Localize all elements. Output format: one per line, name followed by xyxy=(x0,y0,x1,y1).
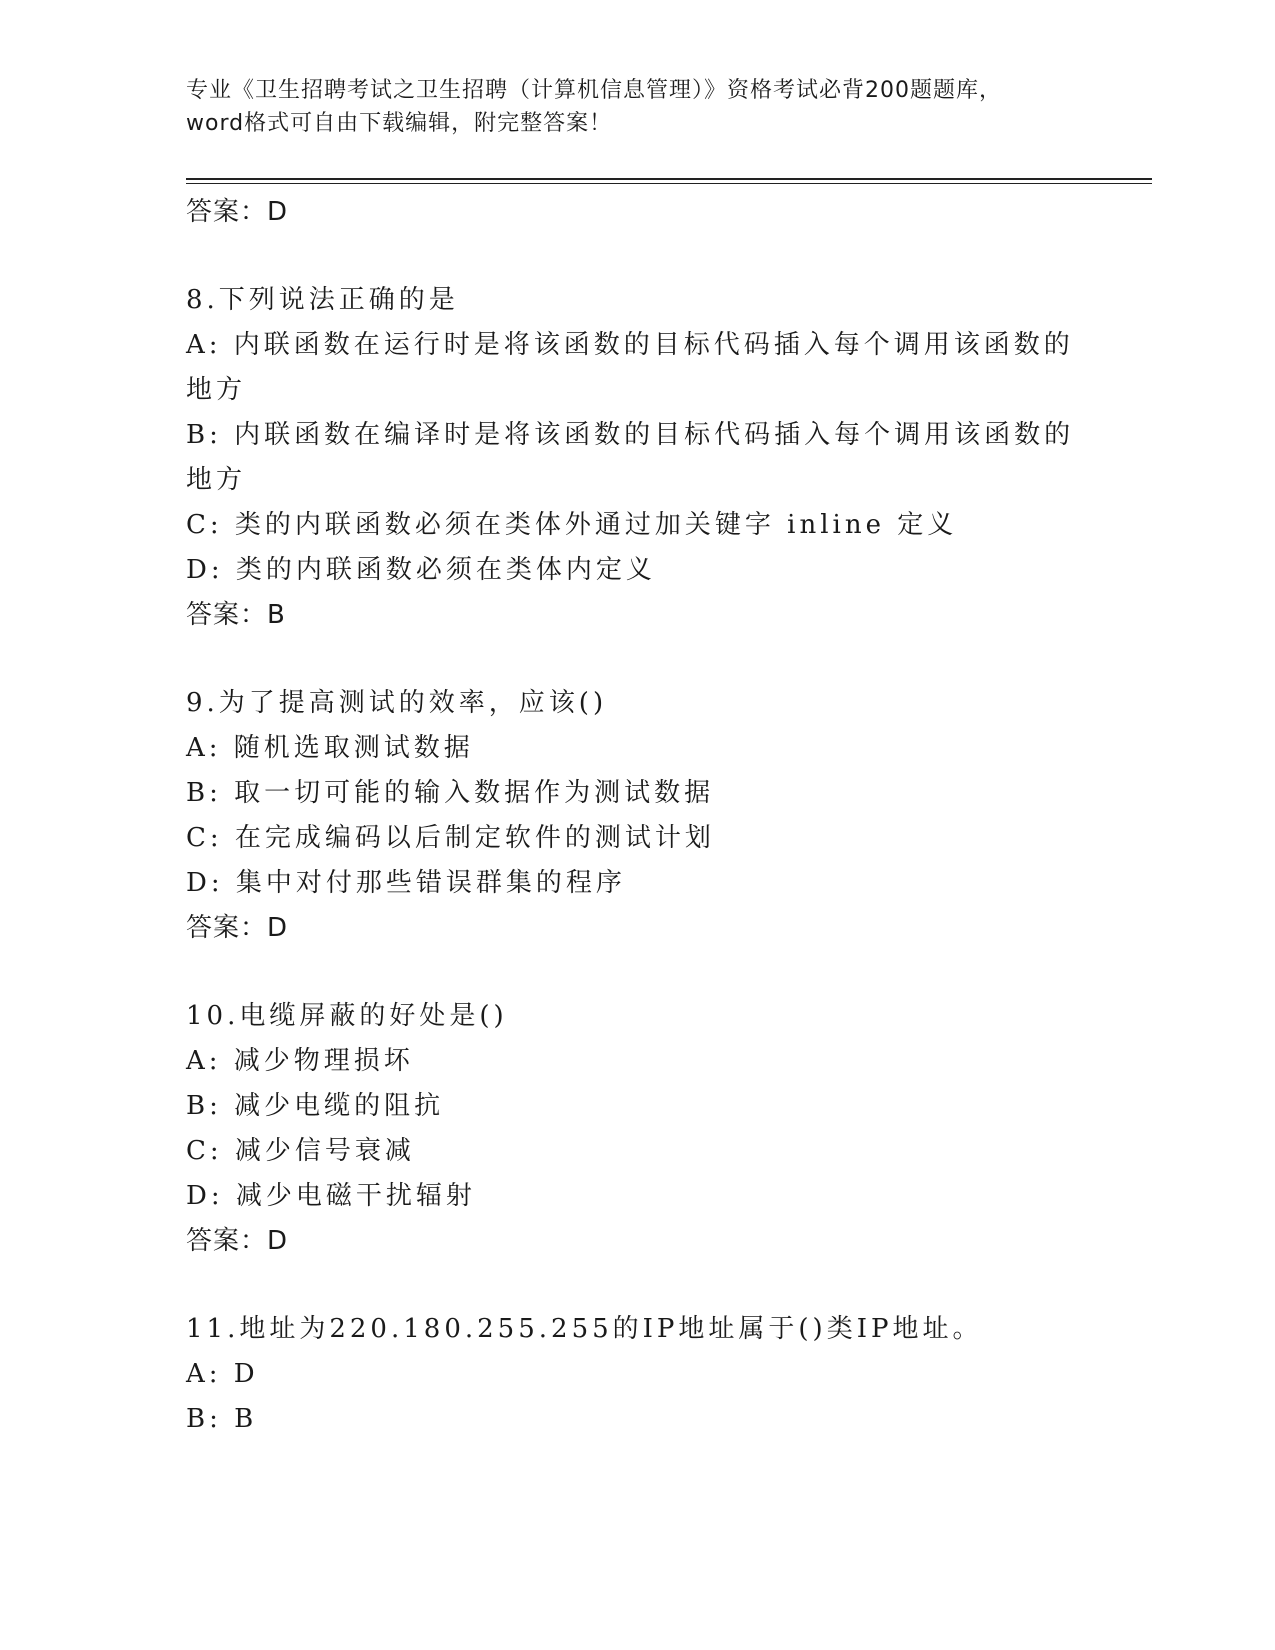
option-a: A: 随机选取测试数据 xyxy=(186,733,474,763)
question-stem: 11.地址为220.180.255.255的IP地址属于()类IP地址。 xyxy=(186,1314,983,1344)
option-b: B: 取一切可能的输入数据作为测试数据 xyxy=(186,778,715,808)
option-a: A: D xyxy=(186,1359,259,1389)
option-list xyxy=(186,1352,1086,1442)
option-list xyxy=(186,726,1086,906)
header-divider-thick xyxy=(186,178,1152,180)
option-c: C: 减少信号衰减 xyxy=(186,1136,415,1166)
question-11 xyxy=(186,1307,1086,1442)
answer-line: 答案：D xyxy=(186,1226,289,1256)
option-d: D: 减少电磁干扰辐射 xyxy=(186,1181,476,1211)
document-header xyxy=(186,74,1086,140)
previous-answer: 答案：D xyxy=(186,197,289,227)
option-b: B: B xyxy=(186,1404,258,1434)
option-c: C: 在完成编码以后制定软件的测试计划 xyxy=(186,823,715,853)
option-a: A: 内联函数在运行时是将该函数的目标代码插入每个调用该函数的地方 xyxy=(186,330,1074,405)
question-stem: 9.为了提高测试的效率，应该() xyxy=(186,688,608,718)
option-b: B: 内联函数在编译时是将该函数的目标代码插入每个调用该函数的地方 xyxy=(186,420,1075,495)
question-10 xyxy=(186,994,1086,1263)
header-divider-thin xyxy=(186,183,1152,184)
question-8 xyxy=(186,278,1086,637)
option-d: D: 集中对付那些错误群集的程序 xyxy=(186,868,626,898)
document-body xyxy=(186,190,1086,1442)
question-stem: 10.电缆屏蔽的好处是() xyxy=(186,1001,508,1031)
option-list xyxy=(186,323,1086,593)
answer-line: 答案：B xyxy=(186,600,286,630)
option-list xyxy=(186,1039,1086,1219)
answer-line: 答案：D xyxy=(186,913,289,943)
option-d: D: 类的内联函数必须在类体内定义 xyxy=(186,555,656,585)
header-line-1: 专业《卫生招聘考试之卫生招聘（计算机信息管理）》资格考试必背200题题库， xyxy=(186,78,1002,103)
option-b: B: 减少电缆的阻抗 xyxy=(186,1091,445,1121)
option-c: C: 类的内联函数必须在类体外通过加关键字 inline 定义 xyxy=(186,510,958,540)
question-stem: 8.下列说法正确的是 xyxy=(186,285,459,315)
option-a: A: 减少物理损坏 xyxy=(186,1046,414,1076)
header-line-2: word格式可自由下载编辑，附完整答案！ xyxy=(186,111,613,136)
question-9 xyxy=(186,681,1086,950)
